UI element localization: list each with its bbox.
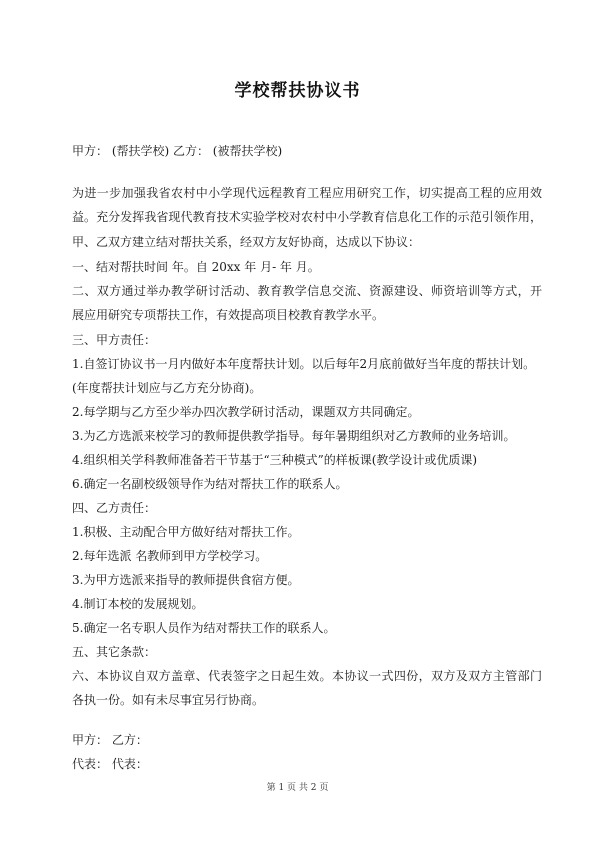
section-2-line-2: 展应用研究专项帮扶工作，有效提高项目校教育教学水平。 [72, 308, 385, 322]
signature-representatives: 代表： 代表： [72, 757, 148, 771]
intro-line-3: 甲、乙双方建立结对帮扶关系，经双方友好协商，达成以下协议： [72, 235, 421, 249]
signature-parties: 甲方： 乙方： [72, 733, 148, 747]
party-b-item-2: 2.每年选派 名教师到甲方学校学习。 [72, 549, 268, 563]
party-a-item-4: 4.组织相关学科教师准备若干节基于“三种模式”的样板课(教学设计或优质课) [72, 453, 478, 467]
section-6-line-2: 各执一份。如有未尽事宜另行协商。 [72, 693, 265, 707]
party-b-item-5: 5.确定一名专职人员作为结对帮扶工作的联系人。 [72, 621, 336, 635]
party-b-item-1: 1.积极、主动配合甲方做好结对帮扶工作。 [72, 525, 300, 539]
party-b-item-4: 4.制订本校的发展规划。 [72, 597, 204, 611]
party-a-item-1-line-2: (年度帮扶计划应与乙方充分协商)。 [72, 381, 262, 395]
section-4-heading: 四、乙方责任： [72, 501, 157, 515]
party-b-item-3: 3.为甲方选派来指导的教师提供食宿方便。 [72, 573, 300, 587]
section-2-line-1: 二、双方通过举办教学研讨活动、教育教学信息交流、资源建设、师资培训等方式，开 [72, 284, 542, 298]
intro-line-2: 益。充分发挥我省现代教育技术实验学校对农村中小学教育信息化工作的示范引领作用， [72, 210, 542, 224]
party-a-item-3: 3.为乙方选派来校学习的教师提供教学指导。每年暑期组织对乙方教师的业务培训。 [72, 429, 516, 443]
party-a-item-6: 6.确定一名副校级领导作为结对帮扶工作的联系人。 [72, 477, 348, 491]
section-6-line-1: 六、本协议自双方盖章、代表签字之日起生效。本协议一式四份，双方及双方主管部门 [72, 669, 542, 683]
party-a-item-1-line-1: 1.自签订协议书一月内做好本年度帮扶计划。以后每年2月底前做好当年度的帮扶计划。 [72, 357, 536, 371]
page-indicator: 第 1 页 共 2 页 [266, 783, 329, 793]
section-5-heading: 五、其它条款： [72, 645, 157, 659]
document-title: 学校帮扶协议书 [234, 81, 361, 101]
section-3-heading: 三、甲方责任： [72, 333, 157, 347]
intro-line-1: 为进一步加强我省农村中小学现代远程教育工程应用研究工作，切实提高工程的应用效 [72, 186, 542, 200]
party-a-item-2: 2.每学期与乙方至少举办四次教学研讨活动，课题双方共同确定。 [72, 405, 420, 419]
section-1-duration: 一、结对帮扶时间 年。自 20xx 年 月- 年 月。 [72, 260, 320, 274]
parties-line: 甲方： (帮扶学校) 乙方： (被帮扶学校) [72, 144, 283, 158]
